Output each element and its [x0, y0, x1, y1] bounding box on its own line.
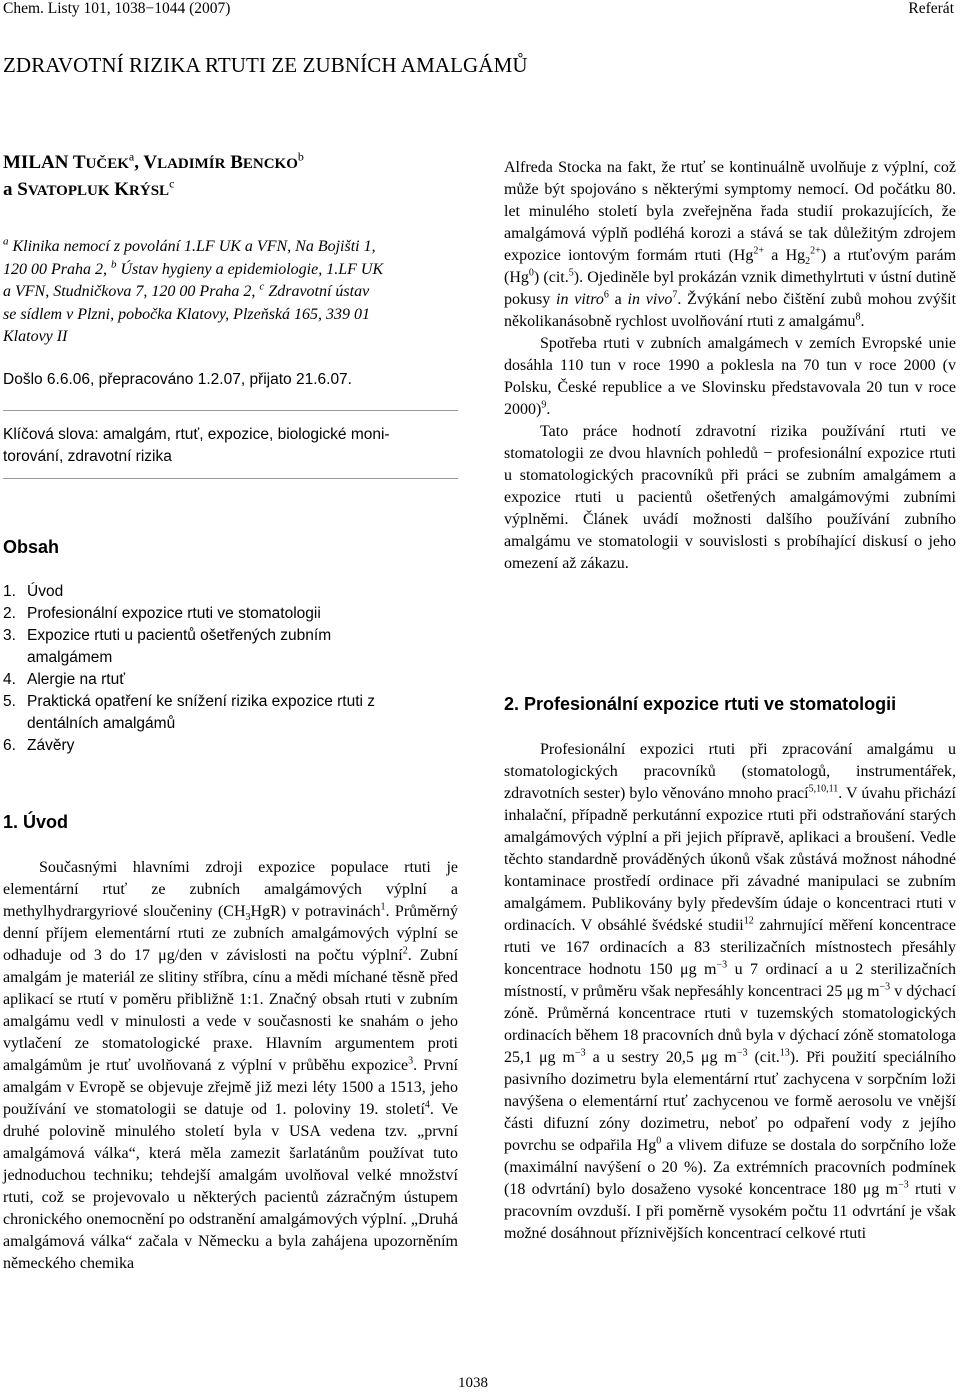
received-dates: Došlo 6.6.06, přepracováno 1.2.07, přijato 21.6.07.: [3, 371, 352, 388]
paragraph: Současnými hlavními zdroji expozice populace rtuti je elementární rtuť ze zubních amalgámových výplní a methylhydrargyriové sloučeniny $(CH_3HgR)$ v potravinách$^1$. Průměrný denní příjem elementární rtuti ze zubních amalgámových výplní se odhaduje od 3 do 17 μg/den v závislosti na počtu výplní$^2$. Zubní amalgám je materiál ze slitiny stříbra, cínu a mědi míchané těsně před aplikací se rtutí v poměru přibližně 1:1. Značný obsah rtuti v zubním amalgámu vedl v minulosti a vede v současnosti ke snahám o jeho vytlačení ze stomatologické praxe. Hlavním argumentem proti amalgámům je rtuť uvolňovaná z výplní v průběhu expozice$^3$. První amalgám v Evropě se objevuje zřejmě již mezi léty 1500 a 1513, jeho používání ve stomatologii se datuje od 1. poloviny 19. století$^4$. Ve druhé polovině minulého století byla v USA vedena tzv. „první amalgámová válka“, která měla zamezit šarlatánům používat tuto jednoduchou techniku; tehdejší amalgám uvolňoval velké množství rtuti, což se projevovalo u některých pacientů zázračným ústupem chronického onemocnění po odstranění amalgámových výplní. „Druhá amalgámová válka“ začala v Německu a byla zahájena upozorněním německého chemika: [3, 859, 459, 1272]
authors: [3, 150, 304, 204]
section-heading-2: 2. Profesionální expozice rtuti ve stomatologii: [504, 694, 897, 714]
running-header: [0, 0, 960, 20]
divider-top: [3, 410, 458, 411]
toc-heading: Obsah: [3, 537, 60, 557]
authors-line-2: a SVATOPLUK KRÝSL$^c$: [3, 176, 175, 200]
section-2-text: [504, 739, 956, 1245]
toc-item: 2. Profesionální expozice rtuti ve stomatologii: [3, 605, 321, 622]
intro-text: [3, 857, 458, 1275]
journal-citation: Chem. Listy 101, 1038−1044 (2007): [3, 0, 231, 17]
toc-item: 5. Praktická opatření ke snížení rizika expozice rtuti z dentálních amalgámů: [3, 693, 376, 732]
affiliations: $^a$ Klinika nemocí z povolání 1.LF UK a VFN, Na Bojišti 1, 120 00 Praha 2, $^b$ Ústav hygieny a epidemiologie, 1.LF UK a VFN, Studničkova 7, 120 00 Praha 2, $^c$ Zdravotní ústav se sídlem v Plzni, pobočka Klatovy, Plzeňská 165, 339 01 Klatovy II: [3, 235, 384, 345]
right-column: [504, 157, 956, 575]
paragraph: Profesionální expozici rtuti při zpracování amalgámu u stomatologických pracovníků (stomatologů, instrumentářek, zdravotních sester) bylo věnováno mnoho prací$^{5,10,11}$. V úvahu přichází inhalační, případně perkutánní expozice rtuti při odstraňování starých amalgámových výplní a při jejich přípravě, aplikaci a broušení. Vedle těchto standardně prováděných úkonů však zůstává možnost náhodné kontaminace prostředí ordinace při závadné manipulaci se zubním amalgámem. Publikovány byly především údaje o koncentraci rtuti v ordinacích. V obsáhlé švédské studii$^{12}$ zahrnující měření koncentrace rtuti ve 167 ordinacích a 83 sterilizačních místnostech přesáhly koncentrace hodnotu 150 μg $m^{-3}$ u 7 ordinací a u 2 sterilizačních místností, v průměru však nepřesáhly koncentraci 25 μg $m^{-3}$ v dýchací zóně. Průměrná koncentrace rtuti v tuzemských stomatologických ordinacích během 18 pracovních dnů byla v dýchací zóně stomatologa 25,1 μg $m^{-3}$ a u sestry 20,5 μg $m^{-3}$ (cit.$^{13}$). Při použití speciálního pasivního dozimetru byla elementární rtuť zachycena v sorpčním loži navýšena o elementární rtuť zachycenou ve formě aerosolu ve vnější části difuzní zóny dozimetru, neboť po odpaření vody z jejího povrchu se odpařila Hg$^0$ a vlivem difuze se dostala do sorpčního lože (maximální navýšení o 20 %). Za extrémních pracovních podmínek (18 odvrtání) bylo dosaženo vysoké koncentrace 180 μg $m^{-3}$ rtuti v pracovním ovzduší. I při poměrně vysokém počtu 11 odvrtání je však možné dosáhnout příznivějších koncentrací celkové rtuti: [504, 741, 957, 1242]
paragraph: Spotřeba rtuti v zubních amalgámech v zemích Evropské unie dosáhla 110 tun v roce 1990 a poklesla na 70 tun v roce 2000 (v Polsku, České republice a ve Slovinsku představovala 20 tun v roce 2000)$^9$.: [504, 335, 956, 418]
toc-item: 3. Expozice rtuti u pacientů ošetřených zubním amalgámem: [3, 627, 332, 666]
toc-item: 4. Alergie na rtuť: [3, 671, 126, 688]
keywords: Klíčová slova: amalgám, rtuť, expozice, biologické moni- torování, zdravotní rizika: [3, 426, 390, 465]
toc-item: 1. Úvod: [3, 583, 64, 600]
table-of-contents: [3, 581, 458, 757]
section-heading-intro: 1. Úvod: [3, 812, 69, 832]
article-type: Referát: [908, 0, 954, 17]
toc-item: 6. Závěry: [3, 737, 75, 754]
page-number: 1038: [458, 1375, 488, 1391]
divider-bottom: [3, 478, 458, 479]
authors-line-1: MILAN TUČEK$^a$, VLADIMÍR BENCKO$^b$: [3, 149, 304, 173]
paragraph: Tato práce hodnotí zdravotní rizika používání rtuti ve stomatologii ze dvou hlavních pohledů − profesionální expozice rtuti u stomatologických pracovníků při práci se zubním amalgámem a expozice rtuti u pacientů ošetřených amalgámovými zubními výplněmi. Článek uvádí možnosti dalšího používání zubního amalgámu ve stomatologii v souvislosti s probíhající diskusí o jeho omezení až zákazu.: [504, 423, 956, 572]
paragraph: Alfreda Stocka na fakt, že rtuť se kontinuálně uvolňuje z výplní, což může být spojováno s některými symptomy nemocí. Od počátku 80. let minulého století byla zveřejněna řada studií prokazujících, že amalgámová výplň podléhá korozi a stává se tak důležitým zdrojem expozice iontovým formám rtuti ($Hg^{2+}$ a $Hg_2^{2+}$) a rtuťovým parám (Hg$^0$) (cit.$^5$). Ojediněle byl prokázán vznik dimethylrtuti v ústní dutině pokusy in vitro$^6$ a in vivo$^7$. Žvýkání nebo čištění zubů mohou zvýšit několikanásobně rychlost uvolňování rtuti z amalgámu$^8$.: [504, 159, 957, 330]
article-title: ZDRAVOTNÍ RIZIKA RTUTI ZE ZUBNÍCH AMALGÁMŮ: [3, 53, 528, 77]
